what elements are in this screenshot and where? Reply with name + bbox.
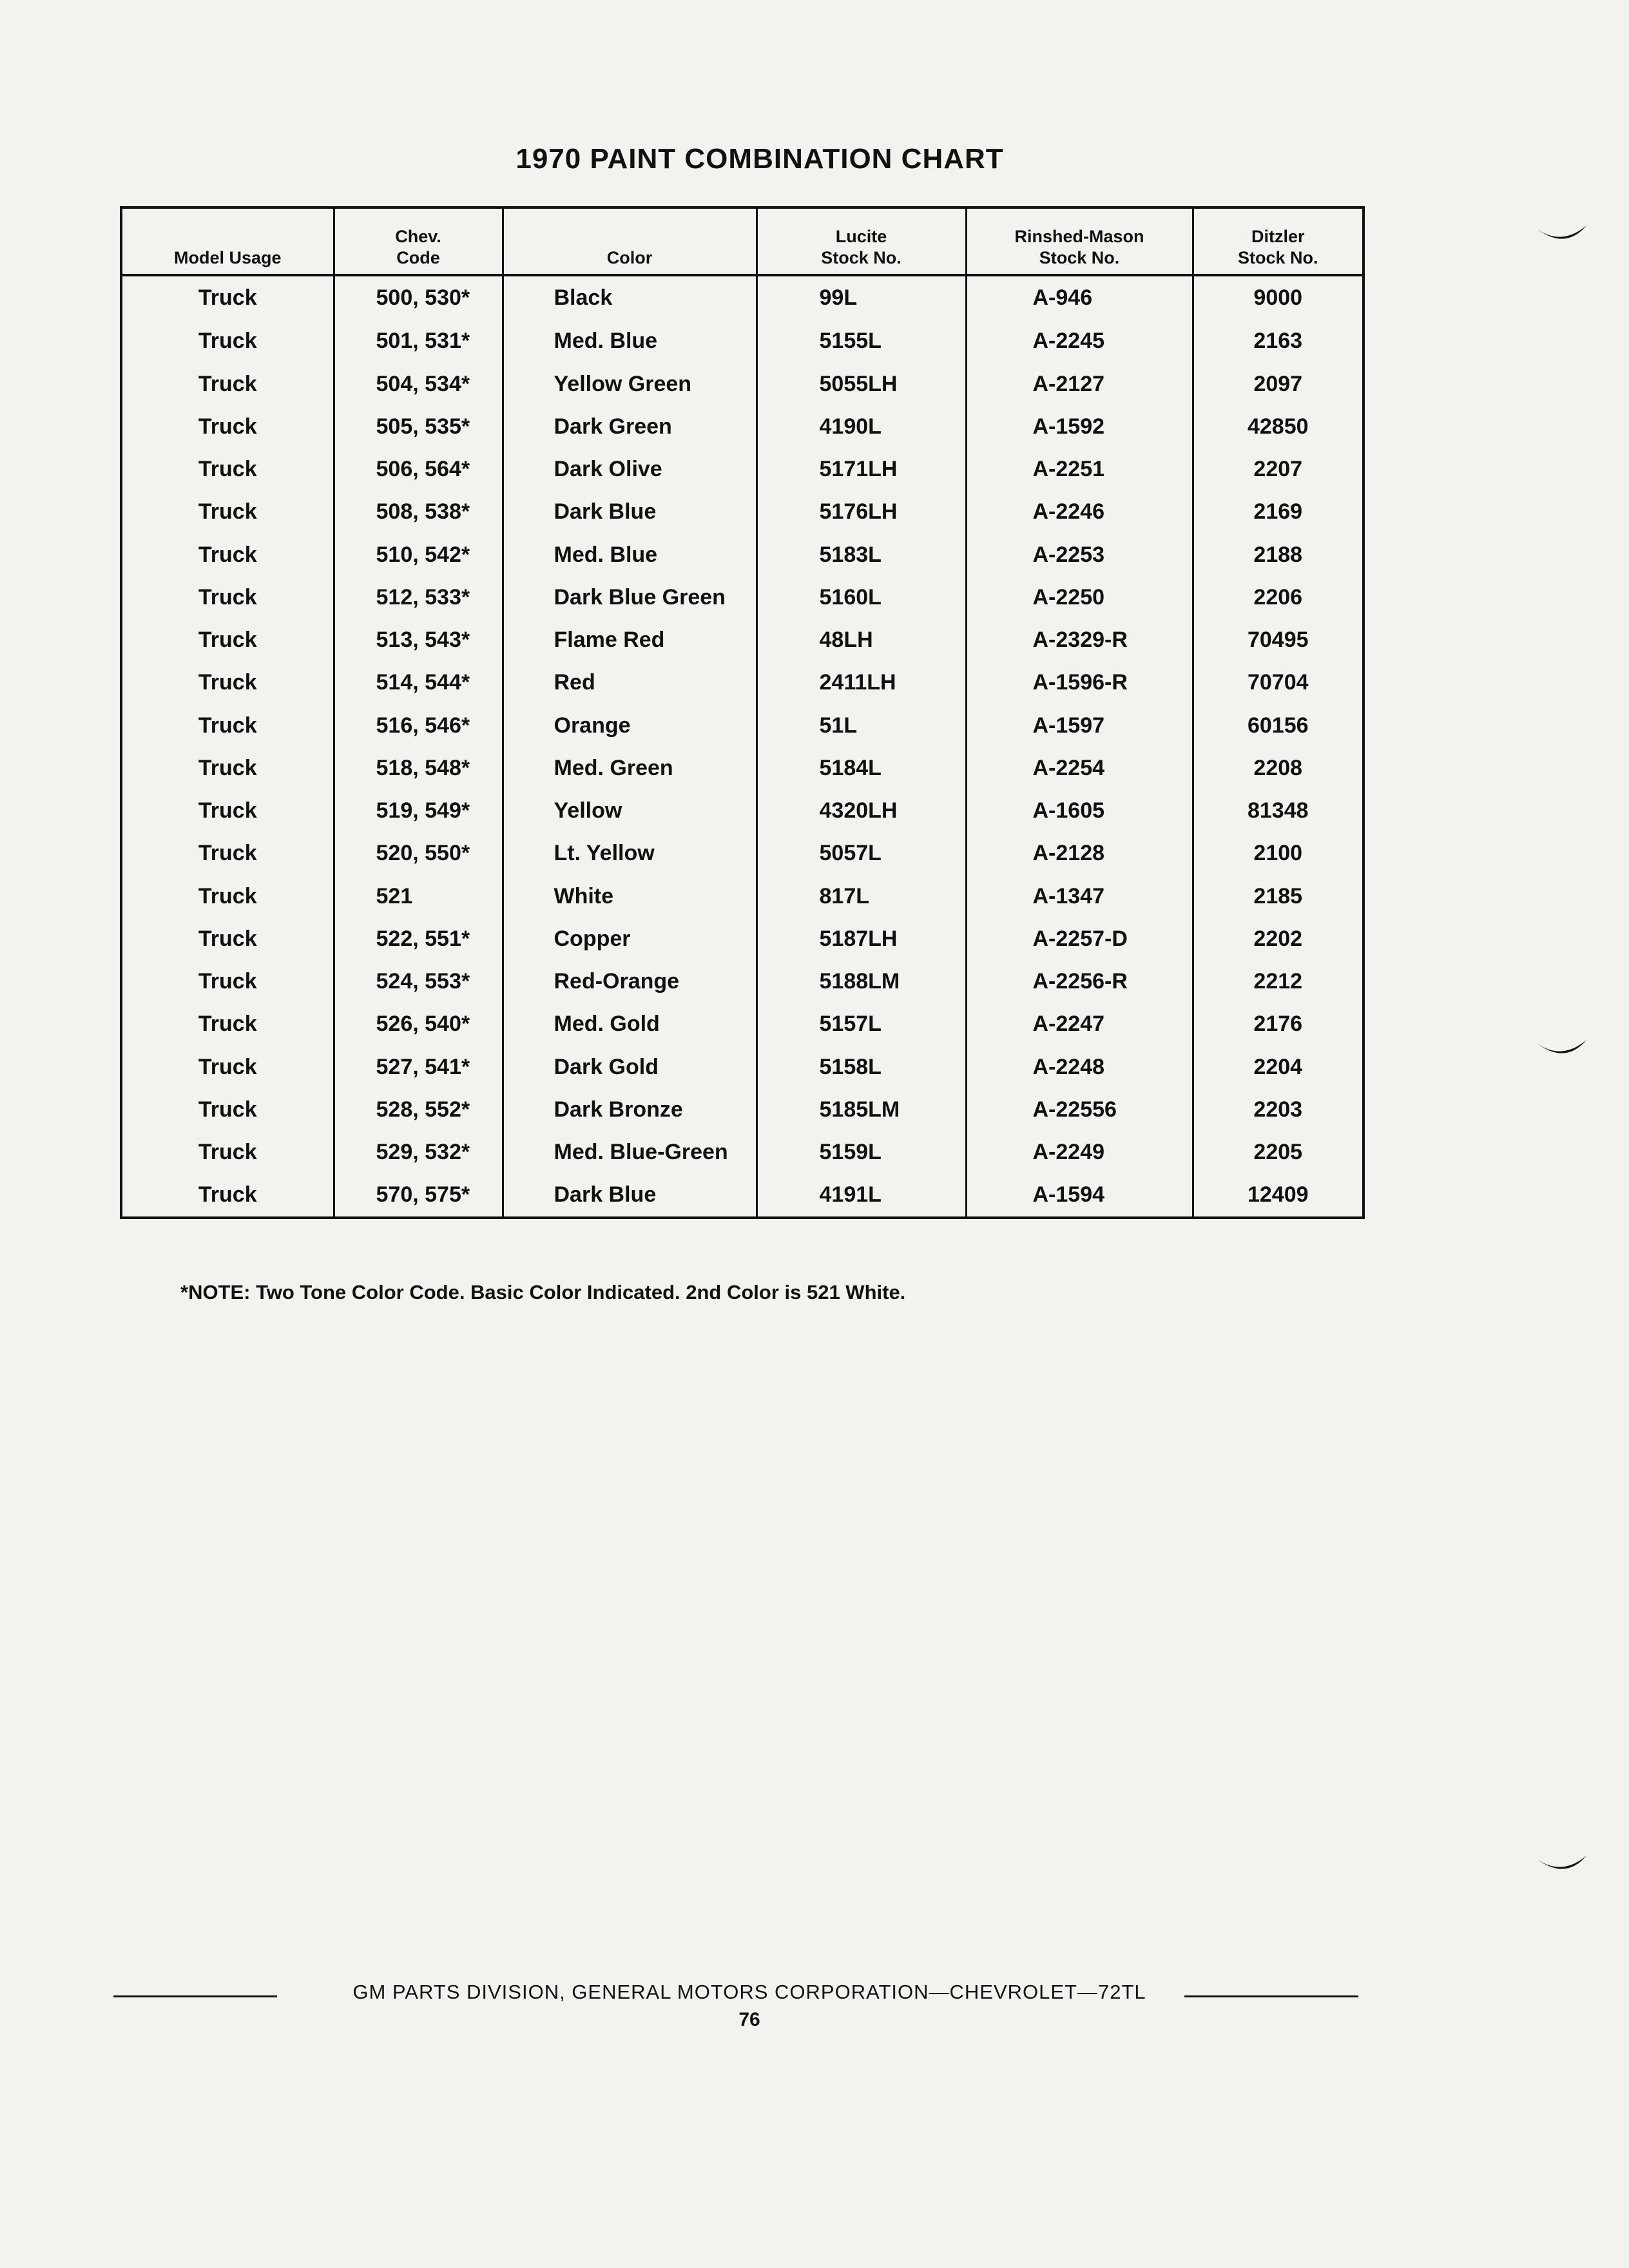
cell-lucite-stock: 5171LH — [757, 448, 966, 490]
cell-color: Med. Gold — [503, 1003, 757, 1046]
cell-lucite-stock: 5155L — [757, 320, 966, 363]
cell-ditzler-stock: 2204 — [1253, 1054, 1303, 1079]
cell-ditzler-stock: 2206 — [1253, 584, 1303, 610]
footer-rule-right — [1184, 1995, 1358, 1997]
cell-chev-code: 526, 540* — [334, 1003, 503, 1046]
header-color-label: Color — [606, 248, 653, 267]
cell-color: Yellow Green — [503, 363, 757, 405]
header-ditzler-line2: Stock No. — [1237, 248, 1318, 267]
table-row — [122, 448, 1362, 490]
cell-color: Dark Olive — [503, 448, 757, 490]
cell-model-usage: Truck — [122, 533, 334, 576]
header-lucite — [757, 209, 966, 275]
cell-chev-code: 521 — [334, 875, 503, 918]
cell-ditzler-stock: 2205 — [1253, 1140, 1303, 1165]
table-row — [122, 576, 1362, 619]
table-row — [122, 1131, 1362, 1173]
cell-model-usage: Truck — [122, 576, 334, 619]
cell-model-usage: Truck — [122, 1131, 334, 1173]
cell-color: Med. Blue — [503, 320, 757, 363]
cell-rinshed-mason-stock: A-1347 — [966, 875, 1193, 918]
table-row — [122, 747, 1362, 789]
cell-lucite-stock: 5184L — [757, 747, 966, 789]
cell-lucite-stock: 51L — [757, 704, 966, 747]
cell-lucite-stock: 5176LH — [757, 491, 966, 533]
cell-chev-code: 527, 541* — [334, 1046, 503, 1088]
cell-lucite-stock: 2411LH — [757, 662, 966, 704]
cell-color: Red — [503, 662, 757, 704]
header-ditzler — [1193, 209, 1362, 275]
header-lucite-line2: Stock No. — [821, 248, 901, 267]
paint-chart-table — [120, 206, 1365, 1219]
cell-model-usage: Truck — [122, 275, 334, 320]
header-ditzler-line1: Ditzler — [1251, 227, 1305, 246]
table-row — [122, 1174, 1362, 1216]
table-row — [122, 363, 1362, 405]
cell-ditzler-stock: 60156 — [1247, 713, 1309, 738]
cell-lucite-stock: 5159L — [757, 1131, 966, 1173]
cell-color: White — [503, 875, 757, 918]
cell-lucite-stock: 99L — [757, 275, 966, 320]
cell-ditzler-stock: 2188 — [1253, 542, 1303, 567]
table-row — [122, 533, 1362, 576]
cell-lucite-stock: 5158L — [757, 1046, 966, 1088]
cell-ditzler-stock: 2212 — [1253, 969, 1303, 994]
table-row — [122, 1003, 1362, 1046]
page-number: 76 — [738, 2009, 760, 2030]
cell-rinshed-mason-stock: A-22556 — [966, 1088, 1193, 1131]
cell-model-usage: Truck — [122, 1174, 334, 1216]
cell-model-usage: Truck — [122, 747, 334, 789]
cell-lucite-stock: 5157L — [757, 1003, 966, 1046]
cell-lucite-stock: 4320LH — [757, 789, 966, 832]
cell-color: Copper — [503, 918, 757, 960]
cell-model-usage: Truck — [122, 918, 334, 960]
cell-rinshed-mason-stock: A-1594 — [966, 1174, 1193, 1216]
cell-model-usage: Truck — [122, 1088, 334, 1131]
cell-ditzler-stock: 2169 — [1253, 499, 1303, 524]
cell-rinshed-mason-stock: A-2247 — [966, 1003, 1193, 1046]
cell-color: Dark Blue — [503, 1174, 757, 1216]
cell-model-usage: Truck — [122, 363, 334, 405]
cell-model-usage: Truck — [122, 320, 334, 363]
cell-color: Med. Blue — [503, 533, 757, 576]
cell-model-usage: Truck — [122, 1003, 334, 1046]
cell-lucite-stock: 5055LH — [757, 363, 966, 405]
cell-chev-code: 510, 542* — [334, 533, 503, 576]
cell-color: Dark Blue — [503, 491, 757, 533]
cell-model-usage: Truck — [122, 832, 334, 875]
cell-color: Lt. Yellow — [503, 832, 757, 875]
header-model-usage — [122, 209, 334, 275]
cell-ditzler-stock: 2097 — [1253, 371, 1303, 396]
cell-color: Flame Red — [503, 619, 757, 661]
cell-chev-code: 506, 564* — [334, 448, 503, 490]
cell-rinshed-mason-stock: A-2251 — [966, 448, 1193, 490]
cell-lucite-stock: 817L — [757, 875, 966, 918]
header-color — [503, 209, 757, 275]
cell-rinshed-mason-stock: A-2245 — [966, 320, 1193, 363]
cell-lucite-stock: 5057L — [757, 832, 966, 875]
cell-ditzler-stock: 2163 — [1253, 329, 1303, 354]
cell-color: Dark Bronze — [503, 1088, 757, 1131]
cell-rinshed-mason-stock: A-2254 — [966, 747, 1193, 789]
table-row — [122, 832, 1362, 875]
cell-rinshed-mason-stock: A-2256-R — [966, 960, 1193, 1003]
two-tone-note: *NOTE: Two Tone Color Code. Basic Color Indicated. 2nd Color is 521 White. — [180, 1281, 906, 1303]
cell-lucite-stock: 5185LM — [757, 1088, 966, 1131]
cell-color: Med. Blue-Green — [503, 1131, 757, 1173]
cell-rinshed-mason-stock: A-2250 — [966, 576, 1193, 619]
header-rinshed-mason-line2: Stock No. — [1039, 248, 1120, 267]
table-row — [122, 1088, 1362, 1131]
cell-chev-code: 528, 552* — [334, 1088, 503, 1131]
binder-hole-mark-top — [1536, 224, 1588, 250]
cell-ditzler-stock: 2207 — [1253, 457, 1303, 482]
table-row — [122, 1046, 1362, 1088]
cell-chev-code: 519, 549* — [334, 789, 503, 832]
cell-color: Red-Orange — [503, 960, 757, 1003]
cell-lucite-stock: 5183L — [757, 533, 966, 576]
cell-rinshed-mason-stock: A-2249 — [966, 1131, 1193, 1173]
cell-chev-code: 529, 532* — [334, 1131, 503, 1173]
header-lucite-line1: Lucite — [835, 227, 887, 246]
cell-rinshed-mason-stock: A-2246 — [966, 491, 1193, 533]
cell-chev-code: 500, 530* — [334, 275, 503, 320]
header-model-usage-label: Model Usage — [173, 248, 282, 267]
table-row — [122, 491, 1362, 533]
cell-model-usage: Truck — [122, 405, 334, 448]
cell-model-usage: Truck — [122, 1046, 334, 1088]
cell-model-usage: Truck — [122, 789, 334, 832]
header-rinshed-mason-line1: Rinshed-Mason — [1014, 227, 1144, 246]
cell-lucite-stock: 5160L — [757, 576, 966, 619]
cell-rinshed-mason-stock: A-1605 — [966, 789, 1193, 832]
cell-ditzler-stock: 2100 — [1253, 841, 1303, 866]
cell-chev-code: 508, 538* — [334, 491, 503, 533]
cell-model-usage: Truck — [122, 491, 334, 533]
cell-color: Black — [503, 275, 757, 320]
cell-chev-code: 516, 546* — [334, 704, 503, 747]
cell-lucite-stock: 4190L — [757, 405, 966, 448]
header-rinshed-mason — [966, 209, 1193, 275]
cell-color: Dark Green — [503, 405, 757, 448]
table-row — [122, 875, 1362, 918]
page-title: 1970 PAINT COMBINATION CHART — [516, 143, 1004, 175]
cell-ditzler-stock: 2202 — [1253, 926, 1303, 951]
header-chev-code-line2: Code — [396, 248, 440, 267]
cell-chev-code: 501, 531* — [334, 320, 503, 363]
table-row — [122, 275, 1362, 320]
cell-chev-code: 518, 548* — [334, 747, 503, 789]
cell-rinshed-mason-stock: A-2257-D — [966, 918, 1193, 960]
cell-rinshed-mason-stock: A-1592 — [966, 405, 1193, 448]
cell-rinshed-mason-stock: A-1597 — [966, 704, 1193, 747]
table-row — [122, 619, 1362, 661]
cell-model-usage: Truck — [122, 960, 334, 1003]
cell-chev-code: 505, 535* — [334, 405, 503, 448]
cell-rinshed-mason-stock: A-2248 — [966, 1046, 1193, 1088]
cell-model-usage: Truck — [122, 875, 334, 918]
cell-model-usage: Truck — [122, 619, 334, 661]
cell-model-usage: Truck — [122, 704, 334, 747]
cell-ditzler-stock: 70495 — [1247, 628, 1309, 653]
cell-ditzler-stock: 2185 — [1253, 883, 1303, 908]
cell-color: Dark Blue Green — [503, 576, 757, 619]
cell-color: Dark Gold — [503, 1046, 757, 1088]
cell-rinshed-mason-stock: A-2128 — [966, 832, 1193, 875]
cell-lucite-stock: 48LH — [757, 619, 966, 661]
table-row — [122, 789, 1362, 832]
cell-color: Med. Green — [503, 747, 757, 789]
cell-ditzler-stock: 81348 — [1247, 798, 1309, 823]
cell-chev-code: 514, 544* — [334, 662, 503, 704]
cell-ditzler-stock: 12409 — [1247, 1182, 1309, 1207]
cell-chev-code: 513, 543* — [334, 619, 503, 661]
cell-rinshed-mason-stock: A-2329-R — [966, 619, 1193, 661]
table-body — [122, 275, 1362, 1216]
cell-rinshed-mason-stock: A-1596-R — [966, 662, 1193, 704]
binder-hole-mark-bottom — [1536, 1854, 1588, 1880]
cell-color: Yellow — [503, 789, 757, 832]
table-row — [122, 662, 1362, 704]
table-row — [122, 704, 1362, 747]
cell-ditzler-stock: 70704 — [1247, 670, 1309, 695]
cell-rinshed-mason-stock: A-2127 — [966, 363, 1193, 405]
cell-chev-code: 504, 534* — [334, 363, 503, 405]
table-row — [122, 405, 1362, 448]
cell-color: Orange — [503, 704, 757, 747]
cell-model-usage: Truck — [122, 448, 334, 490]
table-row — [122, 320, 1362, 363]
cell-lucite-stock: 4191L — [757, 1174, 966, 1216]
cell-chev-code: 520, 550* — [334, 832, 503, 875]
cell-chev-code: 522, 551* — [334, 918, 503, 960]
footer-text: GM PARTS DIVISION, GENERAL MOTORS CORPORATION—CHEVROLET—72TL — [352, 1981, 1146, 2003]
cell-model-usage: Truck — [122, 662, 334, 704]
cell-ditzler-stock: 42850 — [1247, 414, 1309, 439]
cell-ditzler-stock: 2203 — [1253, 1097, 1303, 1122]
cell-rinshed-mason-stock: A-2253 — [966, 533, 1193, 576]
cell-lucite-stock: 5188LM — [757, 960, 966, 1003]
header-chev-code — [334, 209, 503, 275]
table-row — [122, 918, 1362, 960]
cell-chev-code: 512, 533* — [334, 576, 503, 619]
cell-lucite-stock: 5187LH — [757, 918, 966, 960]
cell-rinshed-mason-stock: A-946 — [966, 275, 1193, 320]
binder-hole-mark-middle — [1536, 1039, 1588, 1064]
cell-chev-code: 570, 575* — [334, 1174, 503, 1216]
cell-ditzler-stock: 9000 — [1253, 285, 1303, 311]
cell-ditzler-stock: 2176 — [1253, 1012, 1303, 1037]
table-header-row — [122, 209, 1362, 275]
cell-ditzler-stock: 2208 — [1253, 755, 1303, 780]
cell-chev-code: 524, 553* — [334, 960, 503, 1003]
header-chev-code-line1: Chev. — [395, 227, 441, 246]
table-row — [122, 960, 1362, 1003]
